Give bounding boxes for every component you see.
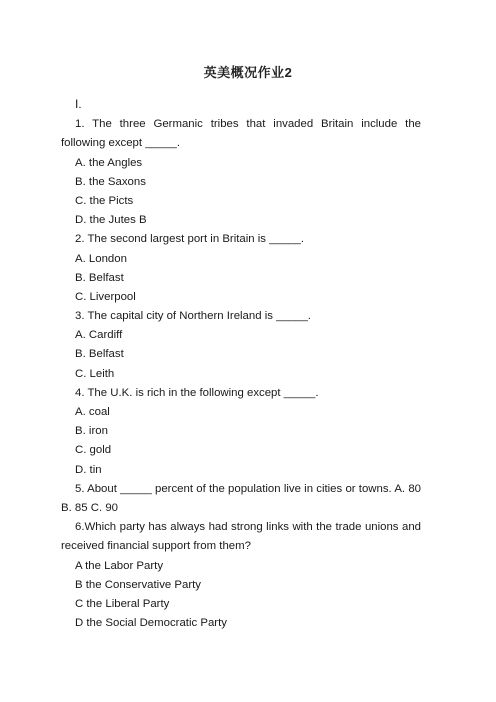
- option-line: D. the Jutes B: [75, 214, 147, 227]
- question-4: 4. The U.K. is rich in the following except _____.: [75, 386, 319, 399]
- option-line: C the Liberal Party: [75, 597, 170, 610]
- option-line: C. gold: [75, 444, 112, 457]
- option-line: C. Leith: [75, 367, 115, 380]
- option-line: C. the Picts: [75, 194, 134, 207]
- question-5: 5. About _____ percent of the population live in cities or towns. A. 80 B. 85 C. 90: [61, 482, 421, 514]
- option-line: A. the Angles: [75, 156, 143, 169]
- document-title: 英美概况作业2: [203, 65, 293, 80]
- option-line: B. Belfast: [75, 348, 124, 361]
- option-line: A the Labor Party: [75, 559, 164, 572]
- option-line: B. Belfast: [75, 271, 124, 284]
- option-line: C. Liverpool: [75, 290, 136, 303]
- option-line: D. tin: [75, 463, 102, 476]
- option-line: B. iron: [75, 425, 108, 438]
- question-6: 6.Which party has always had strong links with the trade unions and received financial support from them?: [61, 521, 421, 553]
- option-line: B the Conservative Party: [75, 578, 201, 591]
- option-line: A. Cardiff: [75, 329, 123, 342]
- question-3: 3. The capital city of Northern Ireland is _____.: [75, 310, 311, 323]
- question-2: 2. The second largest port in Britain is _____.: [75, 233, 305, 246]
- option-line: D the Social Democratic Party: [75, 617, 227, 630]
- option-line: A. coal: [75, 406, 110, 419]
- section-heading: Ⅰ.: [75, 99, 82, 111]
- question-1: 1. The three Germanic tribes that invaded Britain include the following except _____.: [61, 118, 421, 150]
- document-body: [61, 96, 421, 633]
- option-line: B. the Saxons: [75, 175, 146, 188]
- option-line: A. London: [75, 252, 127, 265]
